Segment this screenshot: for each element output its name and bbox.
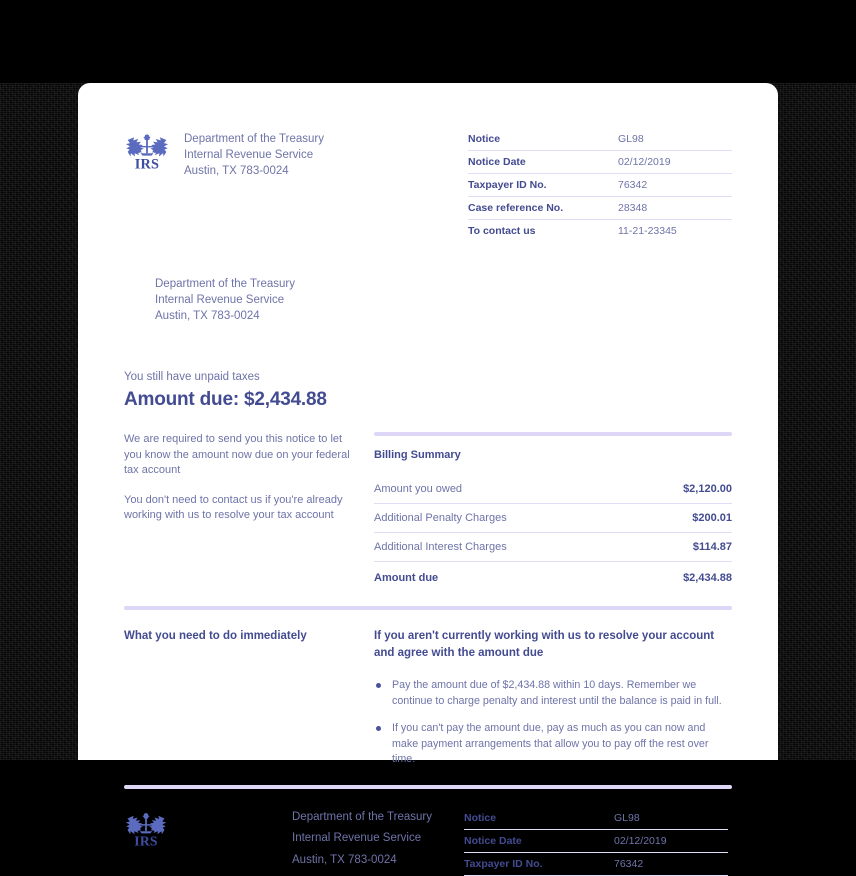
footer-notice-value: GL98: [614, 807, 728, 830]
amount-due-label: Amount due: [374, 572, 439, 584]
notice-document-page: [78, 83, 778, 870]
footer-address-line-2: Internal Revenue Service: [292, 832, 422, 844]
table-row: [374, 504, 732, 533]
table-row: [464, 852, 728, 875]
footer-address-line-1: Department of the Treasury: [292, 810, 432, 823]
billing-summary-table: [374, 475, 732, 592]
irs-eagle-scales-logo: [124, 128, 170, 174]
amount-owed-value: $2,120.00: [636, 475, 732, 504]
footer-taxpayer-id-value: 76342: [614, 852, 728, 875]
action-condition-heading: If you aren't currently working with us to resolve your account and agree with the amount due: [374, 630, 715, 659]
penalty-charges-label: Additional Penalty Charges: [374, 504, 636, 533]
footer-issuer-address: [292, 807, 464, 872]
footer-logo-column: [124, 807, 292, 851]
body-columns: [124, 432, 732, 592]
footer-address-line-3: Austin, TX 783-0024: [292, 853, 397, 866]
issuer-address: [184, 128, 324, 179]
table-row: [468, 197, 732, 220]
table-row: [468, 174, 732, 197]
action-section-heading: What you need to do immediately: [124, 630, 307, 642]
explanation-column: [124, 432, 374, 592]
taxpayer-id-value: 76342: [618, 174, 732, 197]
svg-text:IRS: IRS: [134, 833, 158, 849]
interest-charges-label: Additional Interest Charges: [374, 533, 636, 562]
billing-summary-column: [374, 432, 732, 592]
list-item: [374, 721, 732, 768]
bullet-text: Pay the amount due of $2,434.88 within 10 days. Remember we continue to charge penalty and interest until the balance is paid in full.: [392, 679, 722, 707]
case-reference-value: 28348: [618, 197, 732, 220]
recipient-address-block: [155, 276, 732, 324]
issuer-block: [124, 128, 324, 179]
list-item: [374, 678, 732, 709]
page-title: Amount due: $2,434.88: [124, 389, 327, 410]
bullet-dot-icon: [376, 726, 381, 731]
table-row: [374, 475, 732, 504]
bullet-dot-icon: [376, 683, 381, 688]
amount-due-headline: [124, 370, 732, 413]
explanation-paragraph-1: We are required to send you this notice to let you know the amount now due on your federal tax account: [124, 433, 350, 476]
contact-us-value: 11-21-23345: [618, 225, 677, 237]
issuer-address-line-1: Department of the Treasury: [184, 133, 324, 145]
footer-notice-label: Notice: [464, 807, 614, 830]
explanation-paragraph-2: You don't need to contact us if you're already working with us to resolve your tax account: [124, 493, 343, 521]
footer-notice-date-value: 02/12/2019: [614, 829, 728, 852]
action-section-divider: [124, 606, 732, 610]
table-row-total: [374, 562, 732, 593]
notice-label: Notice: [468, 128, 618, 151]
issuer-address-line-3: Austin, TX 783-0024: [184, 165, 289, 177]
penalty-charges-value: $200.01: [636, 504, 732, 533]
recipient-address-line-1: Department of the Treasury: [155, 278, 295, 290]
notice-date-label: Notice Date: [468, 151, 618, 174]
interest-charges-value: $114.87: [636, 533, 732, 562]
document-header: [124, 83, 732, 242]
amount-due-value: $2,434.88: [683, 572, 732, 584]
taxpayer-id-label: Taxpayer ID No.: [468, 174, 618, 197]
bullet-text: If you can't pay the amount due, pay as much as you can now and make payment arrangements that allow you to pay off the rest over time.: [392, 722, 709, 765]
recipient-address-line-2: Internal Revenue Service: [155, 294, 285, 306]
notice-value: GL98: [618, 128, 732, 151]
table-row: [464, 829, 728, 852]
irs-eagle-scales-logo: [124, 807, 168, 851]
table-row: [468, 128, 732, 151]
case-reference-label: Case reference No.: [468, 197, 618, 220]
footer-notice-details-table: [464, 807, 728, 876]
table-row: [464, 807, 728, 830]
billing-summary-title: Billing Summary: [374, 449, 461, 461]
contact-us-label: To contact us: [468, 225, 536, 237]
document-footer: [124, 789, 732, 876]
action-right-column: [374, 628, 732, 768]
footer-notice-date-label: Notice Date: [464, 829, 614, 852]
headline-kicker: You still have unpaid taxes: [124, 371, 260, 383]
svg-text:IRS: IRS: [134, 156, 160, 173]
recipient-address-line-3: Austin, TX 783-0024: [155, 310, 260, 322]
action-left-column: [124, 628, 374, 768]
footer-taxpayer-id-label: Taxpayer ID No.: [464, 852, 614, 875]
table-row: [374, 533, 732, 562]
amount-owed-label: Amount you owed: [374, 475, 636, 504]
table-row: [468, 220, 732, 243]
billing-summary-top-divider: [374, 432, 732, 436]
issuer-address-line-2: Internal Revenue Service: [184, 149, 314, 161]
action-section: [124, 628, 732, 768]
action-bullet-list: [374, 678, 732, 768]
notice-date-value: 02/12/2019: [618, 151, 732, 174]
backdrop-top-band: [0, 0, 856, 83]
notice-details-table: [468, 128, 732, 242]
table-row: [468, 151, 732, 174]
